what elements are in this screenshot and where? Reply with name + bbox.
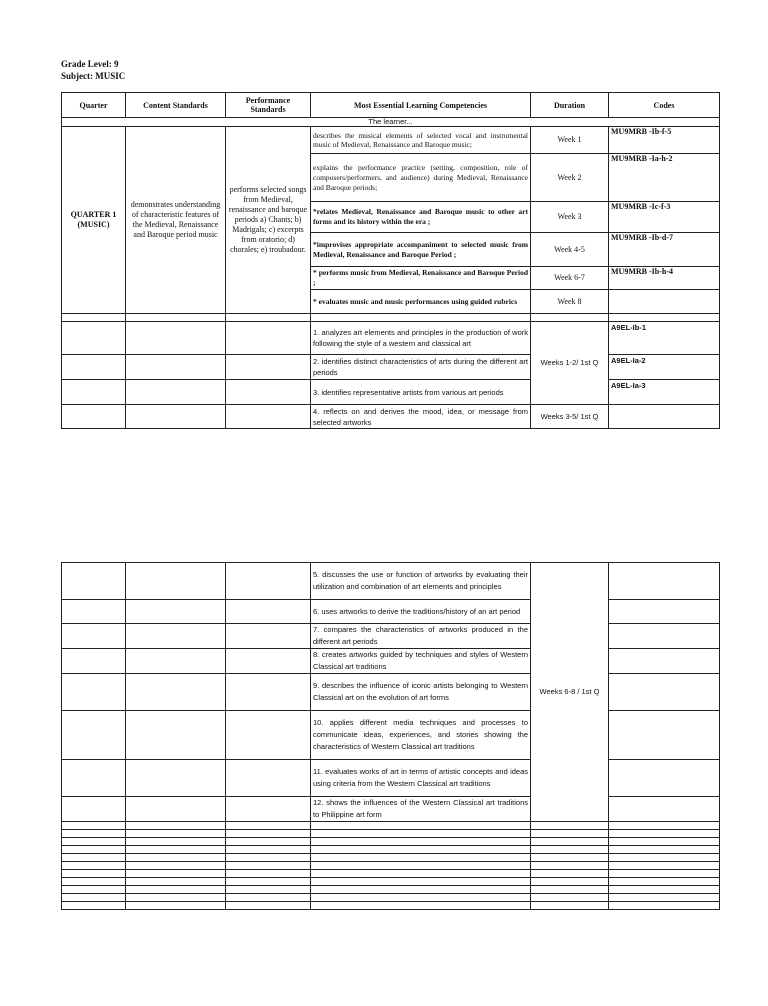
subject: Subject: MUSIC: [61, 71, 126, 81]
curriculum-table-2: [61, 562, 720, 910]
col-codes: Codes: [609, 93, 720, 118]
empty-row: [62, 862, 720, 870]
empty-row: [62, 886, 720, 894]
duration: Week 2: [531, 154, 609, 202]
code: [609, 290, 720, 314]
table-row: [62, 674, 720, 711]
duration: Week 6-7: [531, 267, 609, 290]
code: MU9MRB -Ic-f-3: [609, 202, 720, 233]
competency-text: 8. creates artworks guided by techniques and styles of Western Classical art traditions: [311, 649, 531, 674]
empty-row: [62, 830, 720, 838]
table-row: [62, 127, 720, 154]
duration: Weeks 3-5/ 1st Q: [531, 405, 609, 429]
empty-row: [62, 878, 720, 886]
learner-row: The learner...: [62, 118, 720, 127]
code: MU9MRB -Ib-h-4: [609, 267, 720, 290]
competency-text: 2. identifies distinct characteristics of arts during the different art periods: [311, 355, 531, 380]
competency-text: 4. reflects on and derives the mood, idea, or message from selected artworks: [311, 405, 531, 429]
code: A9EL-Ia-2: [609, 355, 720, 380]
duration: Weeks 6-8 / 1st Q: [531, 563, 609, 822]
table-row: [62, 405, 720, 429]
code: MU9MRB -Ia-h-2: [609, 154, 720, 202]
competency-text: *relates Medieval, Renaissance and Baroque music to other art forms and its history within the era ;: [311, 202, 531, 233]
col-performance-standards: Performance Standards: [226, 93, 311, 118]
duration: Week 1: [531, 127, 609, 154]
code: MU9MRB -Ib-f-5: [609, 127, 720, 154]
competency-text: describes the musical elements of selected vocal and instrumental music of Medieval, Renaissance and Baroque music;: [311, 127, 531, 154]
table-row: [62, 322, 720, 355]
competency-text: 6. uses artworks to derive the traditions/history of an art period: [311, 600, 531, 624]
empty-row: [62, 854, 720, 862]
curriculum-table-1: [61, 92, 720, 429]
code: A9EL-Ia-3: [609, 380, 720, 405]
empty-row: [62, 846, 720, 854]
competency-text: 9. describes the influence of iconic artists belonging to Western Classical art on the evolution of art forms: [311, 674, 531, 711]
duration: Week 8: [531, 290, 609, 314]
table-row: [62, 711, 720, 760]
empty-row: [62, 838, 720, 846]
col-content-standards: Content Standards: [126, 93, 226, 118]
table-row: [62, 355, 720, 380]
table-row: [62, 380, 720, 405]
empty-row: [62, 870, 720, 878]
quarter-cell: QUARTER 1 (MUSIC): [62, 127, 126, 314]
col-duration: Duration: [531, 93, 609, 118]
competency-text: 5. discusses the use or function of artworks by evaluating their utilization and combination of art elements and principles: [311, 563, 531, 600]
performance-standard: performs selected songs from Medieval, renaissance and baroque periods a) Chants; b) Madrigals; c) excerpts from oratorio; d) chorales; e) troubadour.: [226, 127, 311, 314]
code: A9EL-Ib-1: [609, 322, 720, 355]
competency-text: explains the performance practice (setting, composition, role of composers/performers, and audience) during Medieval, Renaissance and Baroque periods;: [311, 154, 531, 202]
empty-row: [62, 822, 720, 830]
competency-text: 12. shows the influences of the Western Classical art traditions to Philippine art form: [311, 797, 531, 822]
competency-text: 11. evaluates works of art in terms of artistic concepts and ideas using criteria from the Western Classical art traditions: [311, 760, 531, 797]
competency-text: 3. identifies representative artists from various art periods: [311, 380, 531, 405]
competency-text: 1. analyzes art elements and principles in the production of work following the style of a western and classical art: [311, 322, 531, 355]
col-competencies: Most Essential Learning Competencies: [311, 93, 531, 118]
competency-text: * evaluates music and music performances using guided rubrics: [311, 290, 531, 314]
table-row: [62, 797, 720, 822]
competency-text: * performs music from Medieval, Renaissance and Baroque Period ;: [311, 267, 531, 290]
competency-text: 7. compares the characteristics of artworks produced in the different art periods: [311, 624, 531, 649]
duration: Weeks 1-2/ 1st Q: [531, 322, 609, 405]
table-row: [62, 563, 720, 600]
code: MU9MRB -Ib-d-7: [609, 233, 720, 267]
competency-text: 10. applies different media techniques and processes to communicate ideas, experiences, and stories showing the characteristics of Western Classical art traditions: [311, 711, 531, 760]
col-quarter: Quarter: [62, 93, 126, 118]
empty-row: [62, 894, 720, 902]
table-header-row: [62, 93, 720, 118]
content-standard: demonstrates understanding of characteristic features of the Medieval, Renaissance and Baroque period music: [126, 127, 226, 314]
spacer-row: [62, 314, 720, 322]
table-row: [62, 649, 720, 674]
competency-text: *improvises appropriate accompaniment to selected music from Medieval, Renaissance and Baroque Period ;: [311, 233, 531, 267]
duration: Week 4-5: [531, 233, 609, 267]
grade-level: Grade Level: 9: [61, 59, 119, 69]
duration: Week 3: [531, 202, 609, 233]
empty-row: [62, 902, 720, 910]
table-row: [62, 624, 720, 649]
table-row: [62, 600, 720, 624]
document-header: [61, 58, 125, 82]
table-row: [62, 760, 720, 797]
